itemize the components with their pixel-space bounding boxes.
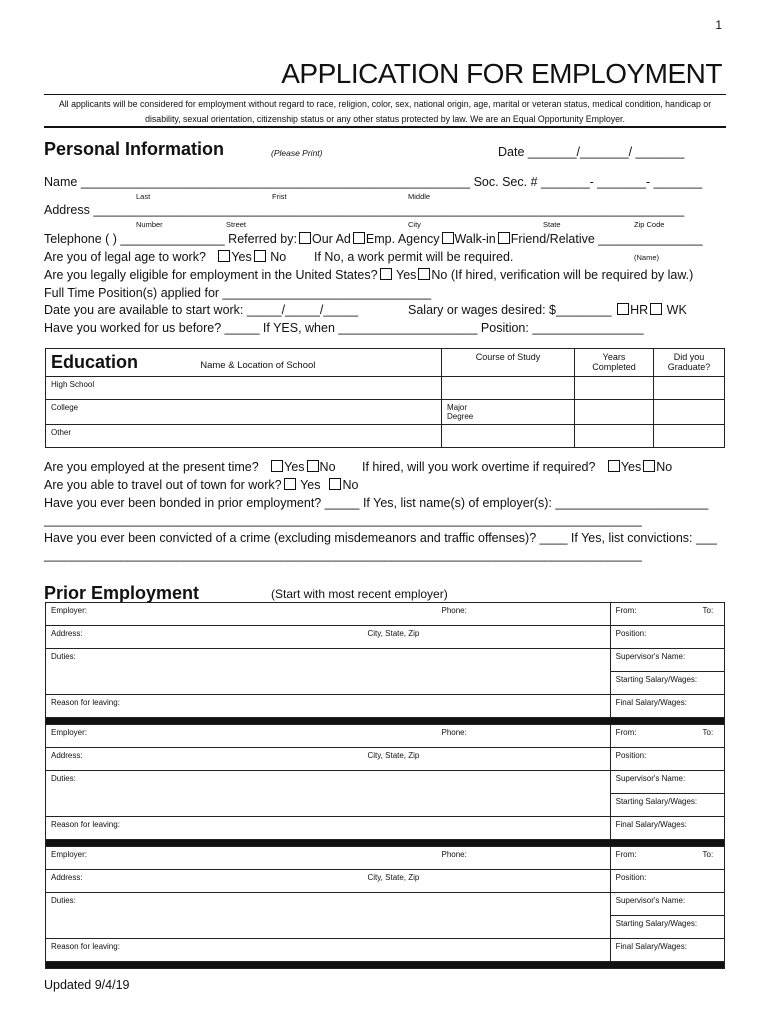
no-label: No [319, 460, 336, 474]
supervisor-label: Supervisor's Name: [615, 774, 686, 783]
course-cell-college[interactable] [442, 400, 575, 425]
section-heading-prior-employment: Prior Employment [44, 583, 200, 603]
eeo-disclaimer: All applicants will be considered for employment without regard to race, religion, color, sex, national origin, age, marital or veteran status, medical condition, handicap or disability, sexual orientation, citizenship status or any other status protected by law. We are an Equal Opportunity Employer. [58, 99, 712, 124]
ref-friend-label[interactable]: Friend/Relative _______________ [510, 232, 703, 246]
checkbox-eligible-no[interactable] [418, 268, 430, 280]
reason-label: Reason for leaving: [51, 942, 120, 951]
supervisor-cell[interactable] [610, 771, 724, 794]
worked-before-field[interactable]: Have you worked for us before? _____ If YES, when ____________________ Position: ________________ [44, 321, 644, 335]
caption-city: City [408, 220, 421, 229]
reason-label: Reason for leaving: [51, 820, 120, 829]
from-to-cell[interactable] [610, 725, 724, 748]
course-cell-other[interactable] [442, 425, 575, 448]
city-state-zip-label: City, State, Zip [367, 873, 420, 882]
starting-salary-label: Starting Salary/Wages: [615, 919, 698, 928]
address-label: Address: [51, 873, 83, 882]
duties-label: Duties: [51, 774, 76, 783]
graduate-header: Did you Graduate? [654, 349, 725, 377]
phone-label: Phone: [441, 850, 467, 859]
checkbox-hr[interactable] [617, 303, 629, 315]
employer-label: Employer: [51, 606, 88, 615]
years-header: Years Completed [575, 349, 654, 377]
yes-label: Yes [231, 250, 252, 264]
reason-cell[interactable] [46, 939, 611, 962]
duties-cell[interactable] [46, 893, 611, 939]
supervisor-label: Supervisor's Name: [615, 896, 686, 905]
phone-label: Phone: [441, 728, 467, 737]
no-label: No [656, 460, 673, 474]
checkbox-eligible-yes[interactable] [380, 268, 392, 280]
checkbox-overtime-no[interactable] [643, 460, 655, 472]
employer-cell[interactable] [46, 725, 611, 748]
duties-label: Duties: [51, 652, 76, 661]
position-label: Position: [615, 751, 647, 760]
address-field[interactable]: Address _____________________________________________________________________________________ [44, 203, 685, 217]
position-cell[interactable] [610, 626, 724, 649]
to-label: To: [702, 728, 714, 737]
starting-salary-label: Starting Salary/Wages: [615, 797, 698, 806]
page-number: 1 [715, 18, 722, 32]
wk-label: WK [666, 303, 687, 317]
caption-number: Number [136, 220, 163, 229]
checkbox-friend-relative[interactable] [498, 232, 510, 244]
duties-label: Duties: [51, 896, 76, 905]
employer-label: Employer: [51, 728, 88, 737]
yes-label: Yes [620, 460, 642, 474]
legal-age-row [44, 250, 513, 264]
row-label-other: Other [51, 428, 72, 437]
checkbox-wk[interactable] [650, 303, 662, 315]
to-label: To: [702, 850, 714, 859]
address-cell[interactable] [46, 748, 611, 771]
salary-field[interactable]: Salary or wages desired: $________ [408, 303, 612, 317]
position-label: Position: [615, 873, 647, 882]
position-field[interactable]: Full Time Position(s) applied for ______________________________ [44, 286, 432, 300]
years-cell-other[interactable] [575, 425, 654, 448]
block-separator [46, 962, 725, 969]
from-label: From: [615, 606, 637, 615]
address-label: Address: [51, 751, 83, 760]
bonded-field[interactable]: Have you ever been bonded in prior employment? _____ If Yes, list name(s) of employer(s): ______________________ [44, 496, 709, 510]
caption-street: Street [226, 220, 247, 229]
please-print-note: (Please Print) [271, 148, 323, 158]
from-to-cell[interactable] [610, 603, 724, 626]
checkbox-travel-no[interactable] [329, 478, 341, 490]
school-cell-high-school[interactable] [46, 377, 442, 400]
from-label: From: [615, 850, 637, 859]
graduate-cell-high-school[interactable] [654, 377, 725, 400]
travel-row [44, 478, 358, 492]
from-label: From: [615, 728, 637, 737]
start-date-field[interactable]: Date you are available to start work: _____/_____/_____ [44, 303, 359, 317]
caption-first: Frist [272, 192, 287, 201]
title-rule [44, 94, 726, 95]
caption-middle: Middle [408, 192, 431, 201]
yes-label: Yes [300, 478, 321, 492]
block-separator [46, 718, 725, 725]
no-label: No [270, 250, 287, 264]
final-salary-label: Final Salary/Wages: [615, 942, 687, 951]
employer-cell[interactable] [46, 603, 611, 626]
education-table [45, 348, 725, 448]
checkbox-legal-age-yes[interactable] [218, 250, 230, 262]
phone-label: Phone: [441, 606, 467, 615]
reason-cell[interactable] [46, 817, 611, 840]
years-cell-high-school[interactable] [575, 377, 654, 400]
supervisor-label: Supervisor's Name: [615, 652, 686, 661]
telephone-field[interactable]: Telephone ( ) _______________ Referred by: [44, 232, 297, 246]
name-location-header: Name & Location of School [200, 360, 316, 371]
checkbox-overtime-yes[interactable] [608, 460, 620, 472]
city-state-zip-label: City, State, Zip [367, 751, 420, 760]
school-cell-college[interactable] [46, 400, 442, 425]
prior-employment-note: (Start with most recent employer) [271, 587, 448, 601]
duties-cell[interactable] [46, 771, 611, 817]
supervisor-cell[interactable] [610, 893, 724, 916]
starting-salary-cell[interactable] [610, 916, 724, 939]
starting-salary-label: Starting Salary/Wages: [615, 675, 698, 684]
row-label-college: College [51, 403, 79, 412]
legal-age-question: Are you of legal age to work? [44, 250, 206, 264]
final-salary-cell[interactable] [610, 817, 724, 840]
convicted-continuation-line[interactable]: ______________________________________________________________________________________ [44, 548, 642, 562]
graduate-cell-college[interactable] [654, 400, 725, 425]
date-field[interactable]: Date _______/_______/ _______ [498, 145, 685, 159]
school-cell-other[interactable] [46, 425, 442, 448]
graduate-cell-other[interactable] [654, 425, 725, 448]
starting-salary-cell[interactable] [610, 672, 724, 695]
address-label: Address: [51, 629, 83, 638]
checkbox-walk-in[interactable] [442, 232, 454, 244]
reason-cell[interactable] [46, 695, 611, 718]
supervisor-cell[interactable] [610, 649, 724, 672]
checkbox-employed-yes[interactable] [271, 460, 283, 472]
overtime-question: If hired, will you work overtime if required? [362, 460, 596, 474]
checkbox-emp-agency[interactable] [353, 232, 365, 244]
caption-state: State [543, 220, 561, 229]
telephone-row [44, 232, 703, 246]
to-label: To: [702, 606, 714, 615]
ref-emp-agency-label: Emp. Agency [365, 232, 440, 246]
address-cell[interactable] [46, 870, 611, 893]
position-label: Position: [615, 629, 647, 638]
name-field[interactable]: Name ________________________________________________________ Soc. Sec. # _______- _______- _______ [44, 175, 703, 189]
final-salary-cell[interactable] [610, 695, 724, 718]
eligible-row [44, 268, 693, 282]
hr-label: HR [630, 303, 649, 317]
checkbox-employed-no[interactable] [307, 460, 319, 472]
position-cell[interactable] [610, 870, 724, 893]
education-header-cell [46, 349, 442, 377]
checkbox-legal-age-no[interactable] [254, 250, 266, 262]
course-cell-high-school[interactable] [442, 377, 575, 400]
starting-salary-cell[interactable] [610, 794, 724, 817]
row-label-high-school: High School [51, 380, 95, 389]
from-to-cell[interactable] [610, 847, 724, 870]
work-permit-note: If No, a work permit will be required. [314, 250, 514, 264]
ref-walk-in-label: Walk-in [454, 232, 496, 246]
section-heading-personal: Personal Information [44, 139, 225, 159]
years-cell-college[interactable] [575, 400, 654, 425]
final-salary-cell[interactable] [610, 939, 724, 962]
employer-label: Employer: [51, 850, 88, 859]
employed-row [44, 460, 336, 474]
block-separator [46, 840, 725, 847]
address-cell[interactable] [46, 626, 611, 649]
no-label: No [342, 478, 359, 492]
checkbox-our-ad[interactable] [299, 232, 311, 244]
eligible-no-note: No (If hired, verification will be required by law.) [431, 268, 694, 282]
final-salary-label: Final Salary/Wages: [615, 820, 687, 829]
reason-label: Reason for leaving: [51, 698, 120, 707]
salary-row [408, 303, 687, 317]
disclaimer-rule [44, 126, 726, 128]
caption-name: (Name) [634, 253, 660, 262]
updated-date-footer: Updated 9/4/19 [44, 978, 130, 992]
final-salary-label: Final Salary/Wages: [615, 698, 687, 707]
prior-employment-table [45, 602, 725, 969]
travel-question: Are you able to travel out of town for work? [44, 478, 282, 492]
employer-cell[interactable] [46, 847, 611, 870]
employed-question: Are you employed at the present time? [44, 460, 259, 474]
yes-label: Yes [396, 268, 417, 282]
ref-our-ad-label: Our Ad [311, 232, 351, 246]
overtime-row [362, 460, 672, 474]
major-degree-label: Major Degree [447, 403, 474, 421]
bonded-continuation-line[interactable]: ______________________________________________________________________________________ [44, 513, 642, 527]
checkbox-travel-yes[interactable] [284, 478, 296, 490]
duties-cell[interactable] [46, 649, 611, 695]
yes-label: Yes [284, 460, 305, 474]
caption-zip: Zip Code [634, 220, 665, 229]
eligible-question: Are you legally eligible for employment in the United States? [44, 268, 378, 282]
city-state-zip-label: City, State, Zip [367, 629, 420, 638]
page-title: APPLICATION FOR EMPLOYMENT [281, 58, 722, 89]
position-cell[interactable] [610, 748, 724, 771]
section-heading-education: Education [51, 352, 139, 372]
convicted-field[interactable]: Have you ever been convicted of a crime (excluding misdemeanors and traffic offenses)? ____ If Yes, list convictions: ___ [44, 531, 717, 545]
caption-last: Last [136, 192, 151, 201]
course-header: Course of Study [442, 349, 575, 377]
